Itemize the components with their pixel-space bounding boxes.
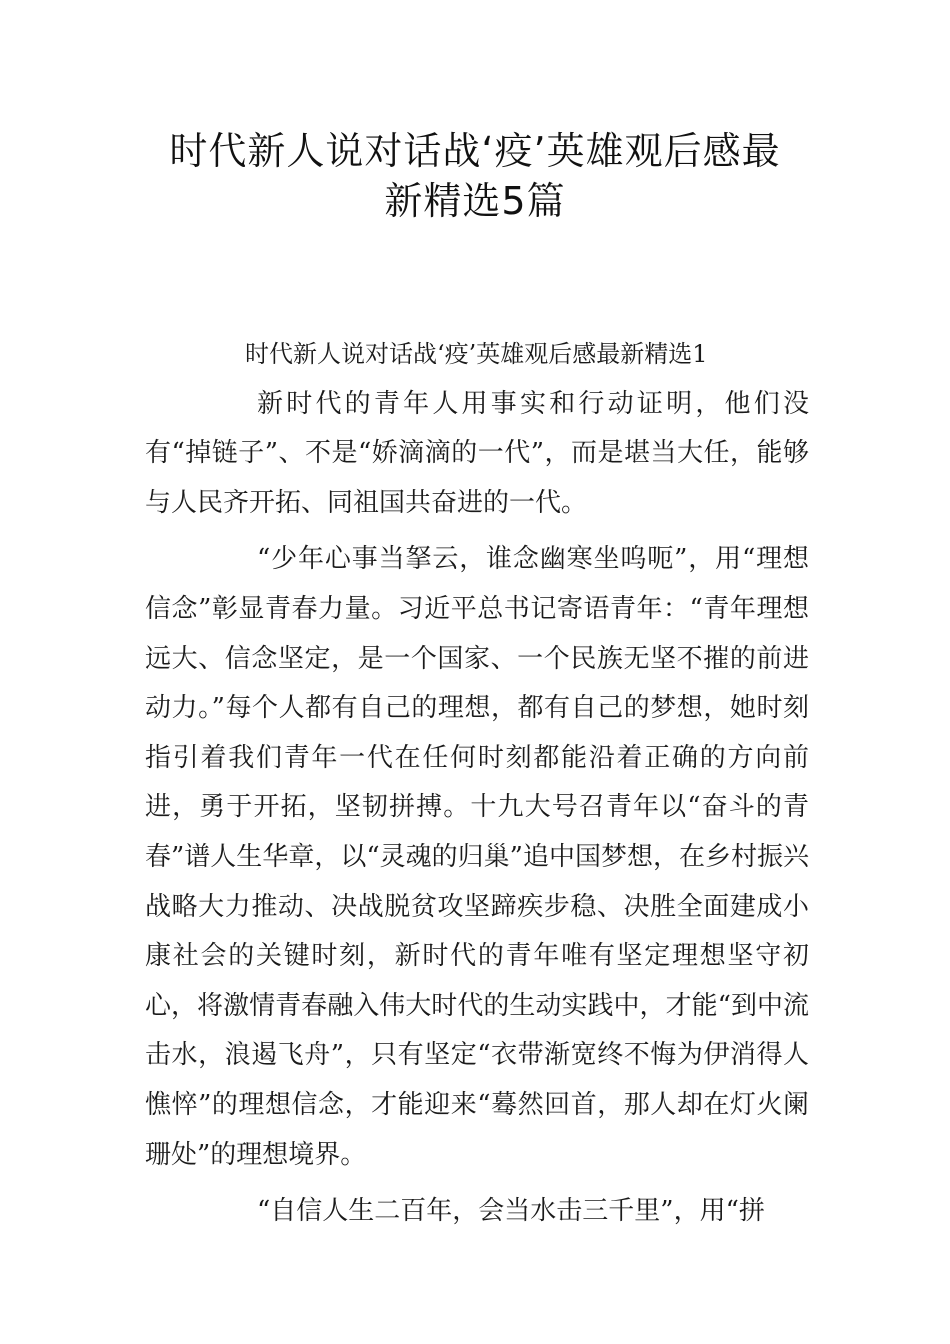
section-heading: 时代新人说对话战‘疫’英雄观后感最新精选1 [245,340,708,368]
paragraph: 新时代的青年人用事实和行动证明，他们没有“掉链子”、不是“娇滴滴的一代”，而是堪当大任，能够与人民齐开拓、同祖国共奋进的一代。 [145,388,809,518]
document-title [120,126,830,226]
title-line-1: 时代新人说对话战‘疫’英雄观后感最 [169,129,781,173]
document-body [145,330,809,1237]
title-line-2: 新精选5篇 [384,179,566,223]
paragraph: “自信人生二百年，会当水击三千里”，用“拼 [257,1196,765,1227]
paragraph: “少年心事当拏云，谁念幽寒坐呜呃”，用“理想信念”彰显青春力量。习近平总书记寄语青年：“青年理想远大、信念坚定，是一个国家、一个民族无坚不摧的前进动力。”每个人都有自己的理想，都有自己的梦想，她时刻指引着我们青年一代在任何时刻都能沿着正确的方向前进，勇于开拓，坚韧拼搏。十九大号召青年以“奋斗的青春”谱人生华章，以“灵魂的归巢”追中国梦想，在乡村振兴战略大力推动、决战脱贫攻坚蹄疾步稳、决胜全面建成小康社会的关键时刻，新时代的青年唯有坚定理想坚守初心，将激情青春融入伟大时代的生动实践中，才能“到中流击水，浪遏飞舟”，只有坚定“衣带渐宽终不悔为伊消得人憔悴”的理想信念，才能迎来“蓦然回首，那人却在灯火阑珊处”的理想境界。 [145,544,809,1170]
